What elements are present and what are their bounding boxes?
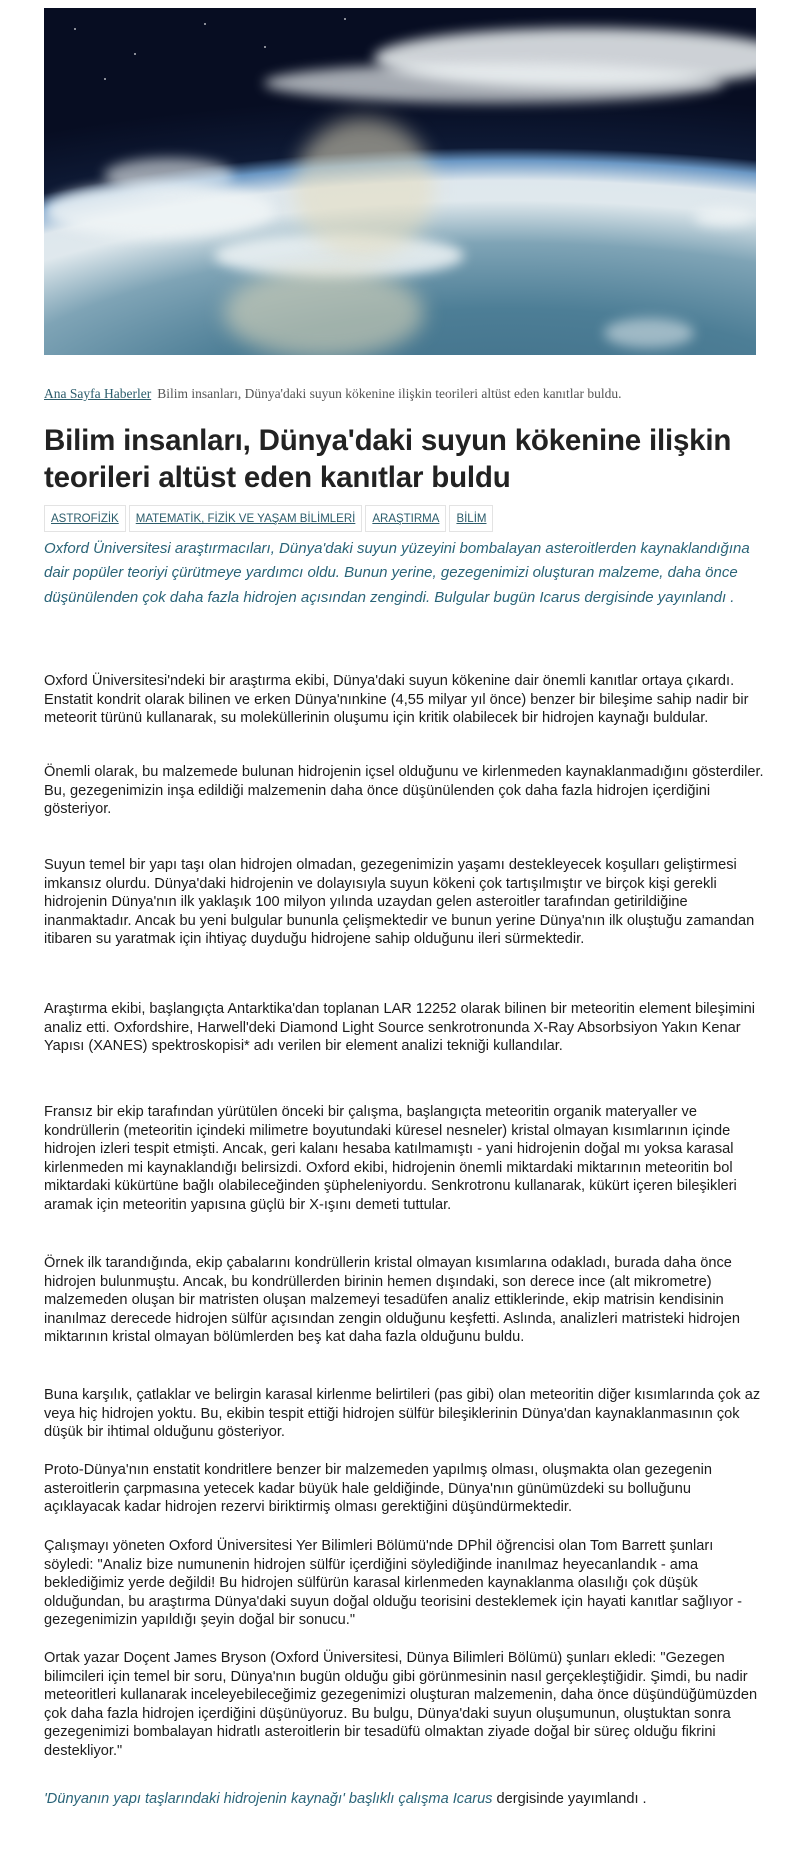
breadcrumb	[44, 386, 622, 402]
publication-suffix: dergisinde yayımlandı .	[492, 1791, 647, 1807]
star-decoration	[204, 23, 206, 25]
star-decoration	[74, 28, 76, 30]
article-paragraph: Buna karşılık, çatlaklar ve belirgin karasal kirlenme belirtileri (pas gibi) olan meteoritin diğer kısımlarında çok az veya hiç hidrojen yoktu. Bu, ekibin tespit ettiği hidrojen sülfür bileşiklerinin Dünya'dan kaynaklanmasının çok düşük bir ihtimal olduğunu gösteriyor.	[44, 1387, 761, 1441]
star-decoration	[134, 53, 136, 55]
article-paragraph: Ortak yazar Doçent James Bryson (Oxford Üniversitesi, Dünya Bilimleri Bölümü) şunları ekledi: "Gezegen bilimcileri için temel bir soru, Dünya'nın bugün olduğu gibi görünmesinin nasıl gerçekleştiğidir. Şimdi, bu nadir meteoritleri kullanarak inceleyebileceğimiz gezegenimizi oluşturan malzemenin, daha önce düşündüğümüzden çok daha fazla hidrojen içerdiğini düşünüyoruz. Bu bulgu, Dünya'daki suyun oluşumunun, oluştuktan sonra gezegenimizi bombalayan hidratlı asteroitlerin bir tesadüfü olmaktan ziyade doğal bir süreç olduğu fikrini destekliyor."	[44, 1650, 758, 1759]
study-link[interactable]: 'Dünyanın yapı taşlarındaki hidrojenin kaynağı' başlıklı çalışma Icarus	[44, 1791, 493, 1807]
article-paragraph: Araştırma ekibi, başlangıçta Antarktika'dan toplanan LAR 12252 olarak bilinen bir meteoritin element bileşimini analiz etti. Oxfordshire, Harwell'deki Diamond Light Source senkrotronunda X-Ray Absorbsiyon Yakın Kenar Yapısı (XANES) spektroskopisi* adı verilen bir element analizi tekniği kullandılar.	[44, 1001, 755, 1055]
star-decoration	[104, 78, 106, 80]
tag-bilim[interactable]: BİLİM	[449, 505, 493, 532]
cloud-decoration	[264, 63, 724, 103]
article-title: Bilim insanları, Dünya'daki suyun kökenine ilişkin teorileri altüst eden kanıtlar buldu	[44, 424, 732, 494]
hero-image	[44, 8, 756, 355]
article-paragraph: Suyun temel bir yapı taşı olan hidrojen olmadan, gezegenimizin yaşamı destekleyecek koşulları geliştirmesi imkansız olurdu. Dünya'daki hidrojenin ve dolayısıyla suyun kökeni çok tartışılmıştır ve birçok kişi gerekli hidrojenin Dünya'nın ilk yaklaşık 100 milyon yılında uzaydan gelen asteroitler tarafından getirildiğine inanmaktadır. Ancak bu yeni bulgular bununla çelişmektedir ve bunun yerine Dünya'nın ilk oluştuğu zamandan itibaren su yaratmak için ihtiyaç duyduğu hidrojene sahip olduğunu ileri sürmektedir.	[44, 857, 755, 948]
sun-glint-decoration	[294, 118, 434, 258]
tag-list	[44, 505, 493, 532]
cloud-decoration	[694, 208, 754, 226]
article-paragraph: Örnek ilk tarandığında, ekip çabalarını kondrüllerin kristal olmayan kısımlarına odakladı, burada daha önce hidrojen bulunmuştu. Ancak, bu kondrüllerden birinin hemen dışındaki, son derece ince (alt mikrometre) malzemeden oluşan bir matristen oluşan malzemeyi tesadüfen analiz ettiklerinde, ekip matrisin kendisinin inanılmaz derecede hidrojen sülfür açısından zengin olduğunu keşfetti. Aslında, analizleri matristeki hidrojen miktarının kristal olmayan bölümlerden beş kat daha fazla olduğunu buldu.	[44, 1255, 741, 1346]
sun-glint-decoration	[224, 268, 424, 355]
tag-arastirma[interactable]: ARAŞTIRMA	[365, 505, 446, 532]
article-paragraph: Proto-Dünya'nın enstatit kondritlere benzer bir malzemeden yapılmış olması, oluşmakta olan gezegenin asteroitlerin çarpmasına yetecek kadar büyük hale geldiğinde, Dünya'nın günümüzdeki su bolluğunu açıklayacak kadar hidrojen rezervi biriktirmiş olması gerektiğini düşündürmektedir.	[44, 1462, 712, 1516]
tag-astrofizik[interactable]: ASTROFİZİK	[44, 505, 126, 532]
cloud-decoration	[104, 158, 234, 193]
breadcrumb-current: Bilim insanları, Dünya'daki suyun kökenine ilişkin teorileri altüst eden kanıtlar buldu.	[157, 386, 622, 401]
article-paragraph: Fransız bir ekip tarafından yürütülen önceki bir çalışma, başlangıçta meteoritin organik materyaller ve kondrüllerin (meteoritin içindeki milimetre boyutundaki küresel nesneler) kristal olmayan kısımlarının içinde hidrojen izleri tespit etmişti. Ancak, geri kalanı hesaba katılmamıştı - yani hidrojenin doğal mı yoksa karasal kirlenmeden mi kaynaklandığı belirsizdi. Oxford ekibi, hidrojenin önemli miktardaki miktarının meteoritin bol miktardaki kükürtüne bağlı olabileceğinden şüpheleniyordu. Senkrotronu kullanarak, kükürt içeren bileşikleri aramak için meteoritin yapısına güçlü bir X-ışını demeti tuttular.	[44, 1104, 737, 1213]
star-decoration	[264, 46, 266, 48]
tag-matematik-fizik-yasam-bilimleri[interactable]: MATEMATİK, FİZİK VE YAŞAM BİLİMLERİ	[129, 505, 363, 532]
article-intro: Oxford Üniversitesi araştırmacıları, Dünya'daki suyun yüzeyini bombalayan asteroitlerden kaynaklandığına dair popüler teoriyi çürütmeye yardımcı oldu. Bunun yerine, gezegenimizi oluşturan malzeme, daha önce düşünülenden çok daha fazla hidrojen açısından zengindi. Bulgular bugün Icarus dergisinde yayınlandı .	[44, 540, 750, 606]
cloud-decoration	[604, 318, 694, 348]
article-paragraph: Çalışmayı yöneten Oxford Üniversitesi Yer Bilimleri Bölümü'nde DPhil öğrencisi olan Tom Barrett şunları söyledi: "Analiz bize numunenin hidrojen sülfür içerdiğini söylediğinde inanılmaz heyecanlandık - ama beklediğimiz yerde değildi! Bu hidrojen sülfürün karasal kirlenmeden kaynaklanma olasılığı çok düşük olduğundan, bu araştırma Dünya'daki suyun doğal olduğu teorisini desteklemek için hayati kanıtlar sağlıyor - gezegenimizin yapıldığı şeyin doğal bir sonucu."	[44, 1538, 743, 1629]
article-paragraph: Önemli olarak, bu malzemede bulunan hidrojenin içsel olduğunu ve kirlenmeden kaynaklanmadığını gösterdiler. Bu, gezegenimizin inşa edildiği malzemenin daha önce düşünülenden çok daha fazla hidrojen içerdiğini gösteriyor.	[44, 764, 764, 818]
article-paragraph: Oxford Üniversitesi'ndeki bir araştırma ekibi, Dünya'daki suyun kökenine dair önemli kanıtlar ortaya çıkardı. Enstatit kondrit olarak bilinen ve erken Dünya'nınkine (4,55 milyar yıl önce) benzer bir bileşime sahip nadir bir meteorit türünü kullanarak, su moleküllerinin oluşumu için kritik olabilecek bir hidrojen kaynağı buldular.	[44, 673, 749, 727]
star-decoration	[344, 18, 346, 20]
publication-note	[44, 1791, 647, 1807]
breadcrumb-home-link[interactable]: Ana Sayfa Haberler	[44, 386, 152, 401]
